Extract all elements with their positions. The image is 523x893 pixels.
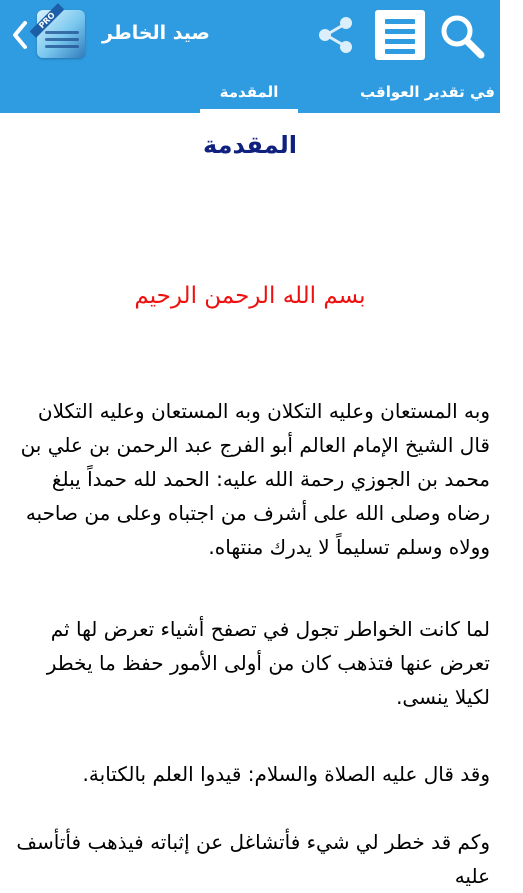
page-title: المقدمة xyxy=(203,131,297,159)
active-tab-indicator xyxy=(200,109,298,113)
tab-introduction[interactable]: المقدمة xyxy=(219,82,279,101)
list-icon xyxy=(385,19,415,54)
share-button[interactable] xyxy=(316,16,356,54)
contents-list-button[interactable] xyxy=(375,10,425,60)
app-bar xyxy=(0,0,500,70)
back-button[interactable] xyxy=(8,18,32,52)
tab-chapter-1[interactable]: 1# في تقدير العواقب xyxy=(360,82,523,101)
basmala-heading: بسم الله الرحمن الرحيم xyxy=(134,283,366,309)
search-icon xyxy=(437,11,487,61)
paragraph: وقد قال عليه الصلاة والسلام: قيدوا العلم بالكتابة. xyxy=(82,762,490,786)
chapter-tabs xyxy=(0,70,523,113)
search-button[interactable] xyxy=(437,11,487,61)
share-icon xyxy=(316,16,356,54)
app-title: صيد الخاطر xyxy=(102,22,210,44)
pro-badge: PRO xyxy=(30,3,65,38)
app-icon-artwork xyxy=(45,27,79,52)
paragraph: لما كانت الخواطر تجول في تصفح أشياء تعرض لها ثم تعرض عنها فتذهب كان من أولى الأمور حفظ ما يخطر لكيلا ينسى. xyxy=(46,617,490,709)
paragraph: وكم قد خطر لي شيء فأتشاغل عن إثباته فيذهب فأتأسف عليه xyxy=(16,830,490,888)
chevron-left-icon xyxy=(12,20,28,50)
paragraph: وبه المستعان وعليه التكلان وبه المستعان وعليه التكلان قال الشيخ الإمام العالم أبو الفرج عبد الرحمن بن علي بن محمد بن الجوزي رحمة الله عليه: الحمد لله حمداً يبلغ رضاه وصلى الله على أشرف من اجتباه وعلى من صاحبه وولاه وسلم تسليماً لا يدرك منتهاه. xyxy=(20,399,490,559)
app-icon[interactable] xyxy=(37,10,85,58)
